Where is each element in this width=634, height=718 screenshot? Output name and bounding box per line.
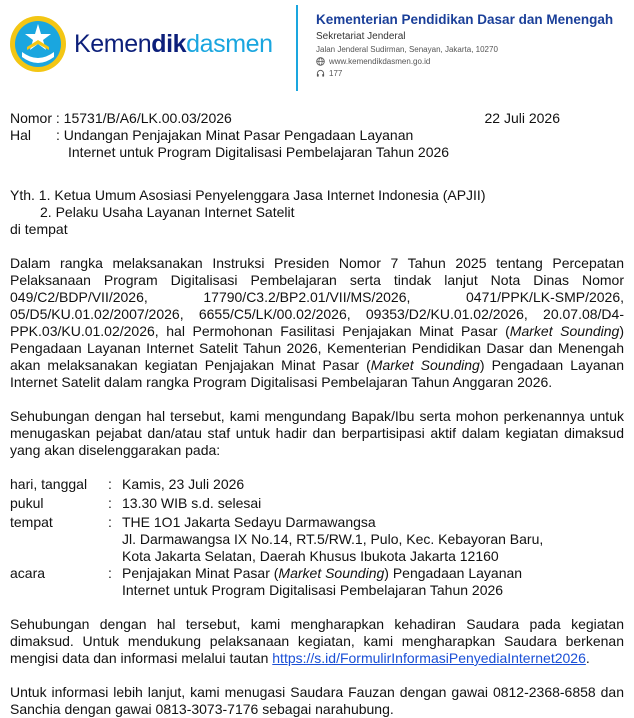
detail-colon: : xyxy=(108,565,112,581)
org-name: Kementerian Pendidikan Dasar dan Menengah xyxy=(316,12,614,27)
paragraph-3 xyxy=(10,616,624,667)
letter-number: Nomor : 15731/B/A6/LK.00.03/2026 xyxy=(10,110,232,126)
detail-agenda-part-a: Penjajakan Minat Pasar ( xyxy=(122,565,279,581)
paragraph-1 xyxy=(10,255,624,391)
detail-agenda-term: Market Sounding xyxy=(278,565,385,581)
recipient-2: 2. Pelaku Usaha Layanan Internet Satelit xyxy=(40,204,295,220)
org-address: Jalan Jenderal Sudirman, Senayan, Jakarta, 10270 xyxy=(316,45,498,54)
org-sub: Sekretariat Jenderal xyxy=(316,31,406,42)
detail-agenda-label: acara xyxy=(10,565,46,581)
detail-date-label: hari, tanggal xyxy=(10,476,88,492)
letter-date: 22 Juli 2026 xyxy=(484,110,560,126)
paragraph-4: Untuk informasi lebih lanjut, kami menugasi Saudara Fauzan dengan gawai 0812-2368-6858 dan Sanchia dengan gawai 0813-3073-7176 sebagai narahubung. xyxy=(10,684,624,717)
paragraph-3-end: . xyxy=(585,650,590,666)
globe-icon xyxy=(316,57,325,66)
brand-part-1: Kemen xyxy=(74,29,152,58)
org-phone: 177 xyxy=(329,69,343,78)
headset-icon xyxy=(316,69,325,78)
paragraph-2: Sehubungan dengan hal tersebut, kami mengundang Bapak/Ibu serta mohon perkenannya untuk menugaskan pejabat dan/atau staf untuk hadir dan berpartisipasi aktif dalam kegiatan dimaksud yang akan diselenggarakan pada: xyxy=(10,408,624,458)
detail-row-date xyxy=(10,476,624,493)
detail-colon: : xyxy=(108,495,112,511)
org-address-line xyxy=(316,45,613,54)
subject-line-1: : Undangan Penjajakan Minat Pasar Pengadaan Layanan xyxy=(56,127,414,143)
detail-agenda-part-b: ) Pengadaan Layanan xyxy=(384,565,523,581)
recipient-1: Yth. 1. Ketua Umum Asosiasi Penyelenggara Jasa Internet Indonesia (APJII) xyxy=(10,187,486,203)
detail-time-label: pukul xyxy=(10,495,44,511)
org-phone-line xyxy=(316,69,613,78)
org-website: www.kemendikdasmen.go.id xyxy=(329,57,431,66)
brand-logo xyxy=(8,14,273,74)
paragraph-3-text: Sehubungan dengan hal tersebut, kami mengharapkan kehadiran Saudara pada kegiatan dimaksud. Untuk mendukung pelaksanaan kegiatan, kami mengharapkan Saudara berkenan mengisi data dan informasi melalui tautan xyxy=(10,616,624,666)
paragraph-1-part-b: ) Pengadaan Layanan Internet Satelit Tahun 2026, Kementerian Pendidikan Dasar dan Menengah akan melaksanakan kegiatan Penjajakan Minat Pasar ( xyxy=(10,323,625,373)
brand-part-3: dasmen xyxy=(186,29,273,58)
letter-body xyxy=(10,110,624,718)
paragraph-1-term-1: Market Sounding xyxy=(509,323,620,339)
detail-venue-address-1: Jl. Darmawangsa IX No.14, RT.5/RW.1, Pulo, Kec. Kebayoran Baru, xyxy=(122,531,544,547)
form-link[interactable]: https://s.id/FormulirInformasiPenyediaInternet2026 xyxy=(272,650,586,666)
detail-row-time xyxy=(10,495,624,512)
subject-label: Hal xyxy=(10,127,32,143)
detail-venue-address-2: Kota Jakarta Selatan, Daerah Khusus Ibukota Jakarta 12160 xyxy=(122,548,499,564)
recipients xyxy=(10,187,624,238)
detail-venue-name: THE 1O1 Jakarta Sedayu Darmawangsa xyxy=(122,514,376,530)
detail-date-value: Kamis, 23 Juli 2026 xyxy=(122,476,245,492)
org-website-line xyxy=(316,57,613,66)
letter-subject xyxy=(10,127,624,161)
detail-row-agenda xyxy=(10,565,624,599)
recipient-place: di tempat xyxy=(10,221,68,237)
subject-line-2: Internet untuk Program Digitalisasi Pembelajaran Tahun 2026 xyxy=(68,144,450,160)
detail-row-venue xyxy=(10,514,624,565)
detail-colon: : xyxy=(108,514,112,530)
letter-header-row xyxy=(10,110,624,127)
paragraph-1-term-2: Market Sounding xyxy=(370,357,480,373)
brand-part-2: dik xyxy=(151,29,187,58)
org-info xyxy=(316,12,613,78)
detail-colon: : xyxy=(108,476,112,492)
paragraph-1-part-c: ) Pengadaan Layanan Internet Satelit dalam rangka Program Digitalisasi Pembelajaran Tahun Anggaran 2026. xyxy=(10,357,624,390)
tut-wuri-handayani-emblem-icon xyxy=(8,14,68,74)
brand-wordmark xyxy=(74,30,273,59)
letterhead xyxy=(0,0,634,96)
event-details xyxy=(10,476,624,599)
detail-venue-label: tempat xyxy=(10,514,53,530)
paragraph-1-part-a: Dalam rangka melaksanakan Instruksi Presiden Nomor 7 Tahun 2025 tentang Percepatan Pelaksanaan Program Digitalisasi Pembelajaran serta tindak lanjut Nota Dinas Nomor 049/C2/BDP/VII/2026, 17790/C3.2/BP2.01/VII/MS/2026, 0471/PPK/LK-SMP/2026, 05/D5/KU.01.02/2007/2026, 6655/C5/LK/00.02/2026, 09353/D2/KU.01.02/2026, 20.07.08/D4-PPK.03/KU.01.02/2026, hal Permohonan Fasilitasi Penjajakan Minat Pasar ( xyxy=(10,255,624,339)
detail-agenda-line-2: Internet untuk Program Digitalisasi Pembelajaran Tahun 2026 xyxy=(122,582,504,598)
detail-time-value: 13.30 WIB s.d. selesai xyxy=(122,495,262,511)
detail-agenda-line-1 xyxy=(122,565,624,582)
letterhead-divider xyxy=(296,5,298,91)
